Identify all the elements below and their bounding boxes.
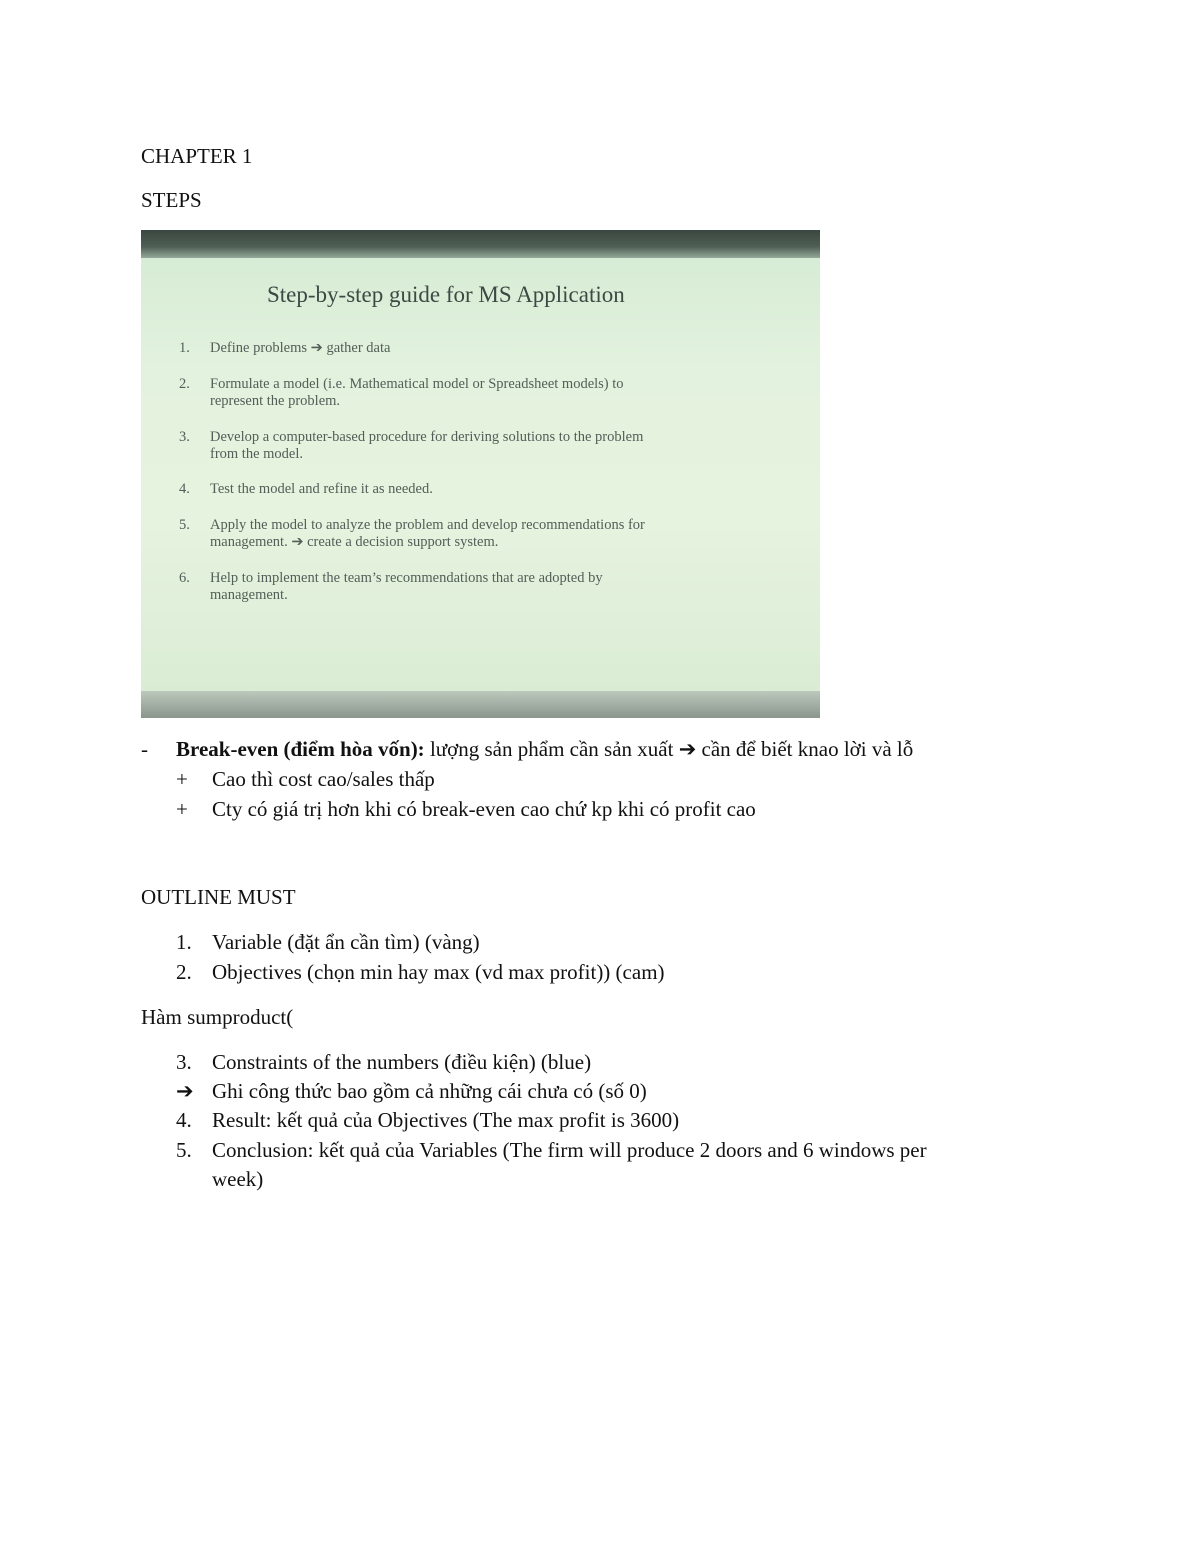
slide-item-line: management. ➔ create a decision support system. [210,534,499,550]
slide-item-line: Formulate a model (i.e. Mathematical model or Spreadsheet models) to [210,376,624,392]
list-number: 2. [176,960,192,984]
slide-item-line: Test the model and refine it as needed. [210,481,433,497]
slide-item-line: represent the problem. [210,393,341,409]
list-item: Variable (đặt ẩn cần tìm) (vàng) [212,930,480,954]
list-item: Conclusion: kết quả của Variables (The firm will produce 2 doors and 6 windows per [212,1138,927,1162]
breakeven-term: Break-even (điểm hòa vốn): [176,737,425,761]
list-item-continuation: week) [212,1167,264,1191]
slide-item-line: Help to implement the team’s recommendations that are adopted by [210,570,603,586]
list-item: Result: kết quả của Objectives (The max profit is 3600) [212,1108,680,1132]
breakeven-definition: lượng sản phẩm cần sản xuất ➔ cần để biết knao lời và lỗ [424,737,914,761]
list-item: Constraints of the numbers (điều kiện) (blue) [212,1050,592,1074]
slide-photo [141,230,820,718]
sub-bullet-marker: + [176,767,188,791]
list-item: Objectives (chọn min hay max (vd max profit)) (cam) [212,960,665,984]
slide-item-number: 6. [179,570,190,586]
slide-item-number: 5. [179,517,190,533]
breakeven-line [176,737,913,762]
slide-item-line: Develop a computer-based procedure for deriving solutions to the problem [210,429,644,445]
sub-bullet-text: Cao thì cost cao/sales thấp [212,767,435,791]
slide-item-number: 1. [179,340,190,356]
list-number: 1. [176,930,192,954]
sub-bullet-marker: + [176,797,188,821]
sumproduct-line: Hàm sumproduct( [141,1005,294,1029]
list-number: 4. [176,1108,192,1132]
outline-heading: OUTLINE MUST [141,885,296,909]
list-number: 5. [176,1138,192,1162]
list-item: Ghi công thức bao gồm cả những cái chưa có (số 0) [212,1079,647,1103]
list-number: 3. [176,1050,192,1074]
slide-item-number: 3. [179,429,190,445]
bullet-dash: - [141,737,148,761]
slide-item-number: 2. [179,376,190,392]
slide-title: Step-by-step guide for MS Application [267,282,625,307]
arrow-marker: ➔ [176,1079,194,1103]
photo-top-edge [141,230,820,258]
slide-item-number: 4. [179,481,190,497]
slide-item-line: from the model. [210,446,304,462]
slide-item-line: management. [210,587,288,603]
slide-item-line: Define problems ➔ gather data [210,340,391,356]
chapter-heading: CHAPTER 1 [141,144,253,168]
steps-heading: STEPS [141,188,202,212]
photo-bottom-edge [141,691,820,718]
slide-item-line: Apply the model to analyze the problem and develop recommendations for [210,517,645,533]
sub-bullet-text: Cty có giá trị hơn khi có break-even cao chứ kp khi có profit cao [212,797,756,821]
